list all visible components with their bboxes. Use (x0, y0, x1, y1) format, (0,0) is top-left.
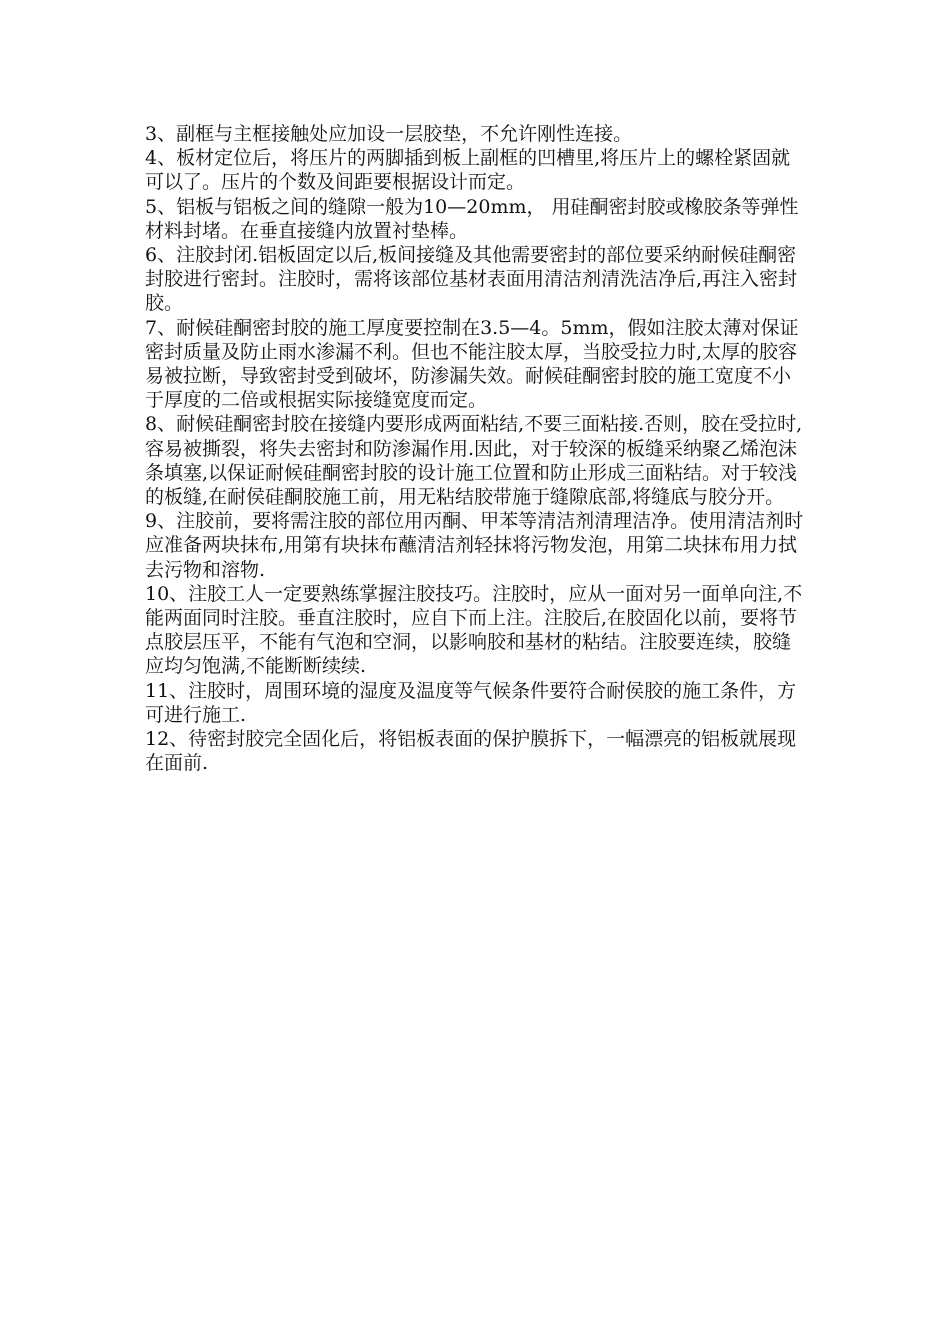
paragraph-item-4: 4、板材定位后，将压片的两脚插到板上副框的凹槽里,将压片上的螺栓紧固就可以了。压片的个数及间距要根据设计而定。 (145, 147, 791, 194)
paragraph-item-3: 3、副框与主框接触处应加设一层胶垫，不允许刚性连接。 (145, 123, 633, 145)
paragraph-item-5: 5、铝板与铝板之间的缝隙一般为10—20mm， 用硅酮密封胶或橡胶条等弹性材料封堵。在垂直接缝内放置衬垫棒。 (145, 195, 799, 242)
paragraph-item-7: 7、耐候硅酮密封胶的施工厚度要控制在3.5—4。5mm，假如注胶太薄对保证密封质量及防止雨水渗漏不利。但也不能注胶太厚，当胶受拉力时,太厚的胶容易被拉断，导致密封受到破坏，防渗漏失效。耐候硅酮密封胶的施工宽度不小于厚度的二倍或根据实际接缝宽度而定。 (145, 316, 799, 412)
paragraph-item-11: 11、注胶时，周围环境的湿度及温度等气候条件要符合耐侯胶的施工条件，方可进行施工. (145, 679, 797, 726)
paragraph-item-12: 12、待密封胶完全固化后，将铝板表面的保护膜拆下，一幅漂亮的铝板就展现在面前. (145, 728, 797, 775)
document-body (145, 122, 805, 775)
paragraph-item-8: 8、耐候硅酮密封胶在接缝内要形成两面粘结,不要三面粘接.否则，胶在受拉时,容易被撕裂，将失去密封和防渗漏作用.因此，对于较深的板缝采纳聚乙烯泡沫条填塞,以保证耐候硅酮密封胶的设计施工位置和防止形成三面粘结。对于较浅的板缝,在耐侯硅酮胶施工前，用无粘结胶带施于缝隙底部,将缝底与胶分开。 (145, 413, 803, 509)
paragraph-item-9: 9、注胶前，要将需注胶的部位用丙酮、甲苯等清洁剂清理洁净。使用清洁剂时应准备两块抹布,用第有块抹布蘸清洁剂轻抹将污物发泡，用第二块抹布用力拭去污物和溶物. (145, 510, 804, 581)
paragraph-item-6: 6、注胶封闭.铝板固定以后,板间接缝及其他需要密封的部位要采纳耐候硅酮密封胶进行密封。注胶时，需将该部位基材表面用清洁剂清洗洁净后,再注入密封胶。 (145, 244, 798, 315)
paragraph-item-10: 10、注胶工人一定要熟练掌握注胶技巧。注胶时，应从一面对另一面单向注,不能两面同时注胶。垂直注胶时，应自下而上注。注胶后,在胶固化以前，要将节点胶层压平，不能有气泡和空洞，以影响胶和基材的粘结。注胶要连续，胶缝应均匀饱满,不能断断续续. (145, 582, 803, 678)
